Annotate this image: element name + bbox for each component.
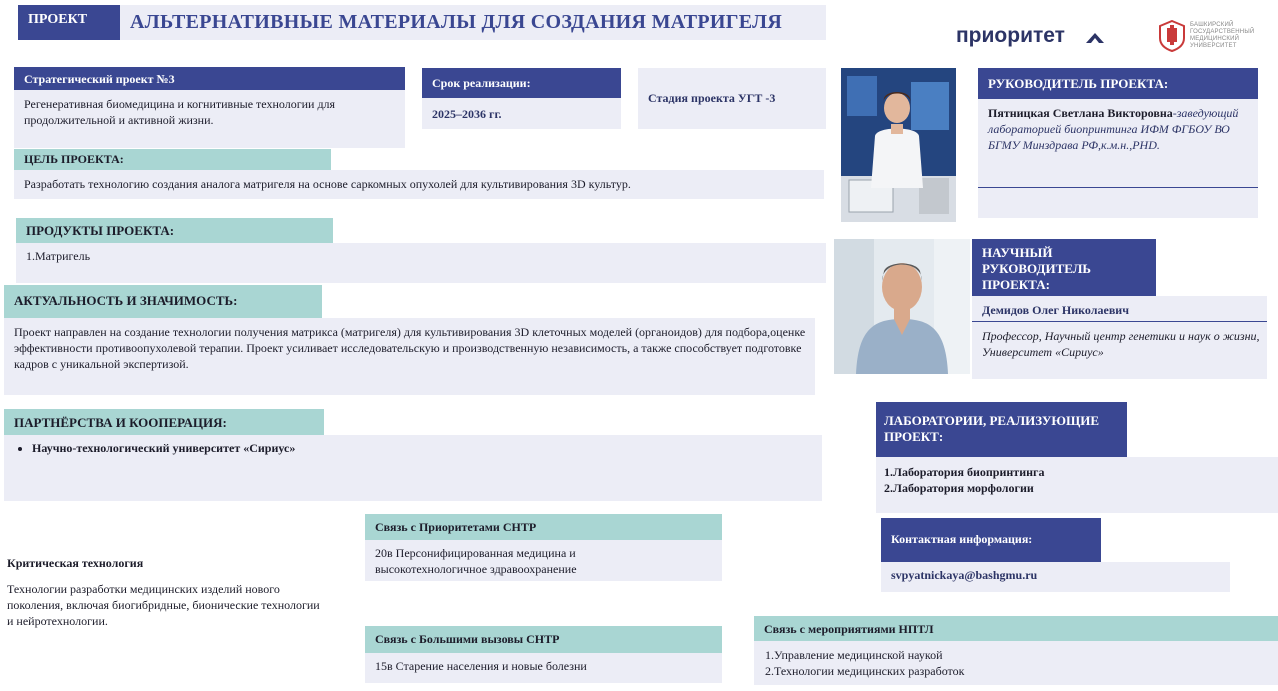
term-value: 2025–2036 гг.	[432, 107, 502, 121]
goal-label: ЦЕЛЬ ПРОЕКТА:	[14, 149, 331, 170]
page-title: АЛЬТЕРНАТИВНЫЕ МАТЕРИАЛЫ ДЛЯ СОЗДАНИЯ МАТРИГЕЛЯ	[130, 11, 783, 33]
relevance-text: Проект направлен на создание технологии получения матрикса (матригеля) для культивирования 3D клеточных моделей (органоидов) для подбора,оценке эффективности противоопухолевой терапии. Проект усиливает исследовательскую и производственную независимость, а также способствует подготовке кадров с уникальной экспертизой.	[14, 325, 806, 371]
events-item: 2.Технологии медицинских разработок	[765, 664, 965, 678]
partnership-list	[14, 441, 804, 456]
events-item: 1.Управление медицинской наукой	[765, 648, 943, 662]
university-emblem-icon	[1158, 20, 1186, 52]
leader-name: Пятницкая Светлана Викторовна	[988, 106, 1173, 120]
products-card	[16, 243, 826, 283]
challenges-text: 15в Старение населения и новые болезни	[375, 659, 587, 673]
partnership-item: • Научно-технологический университет «Сириус»	[32, 441, 804, 456]
goal-text: Разработать технологию создания аналога матригеля на основе саркомных опухолей для культивирования 3D культур.	[24, 177, 631, 191]
leader-role: -заведующий лабораторией биопринтинга ИФМ ФГБОУ ВО БГМУ Минздрава РФ,к.м.н.,PHD.	[988, 106, 1239, 152]
priorities-text: 20в Персонифицированная медицина и высокотехнологичное здравоохранение	[375, 546, 577, 576]
critical-tech-text: Технологии разработки медицинских изделий нового поколения, включая биогибридные, бионические технологии и нейротехнологии.	[7, 582, 320, 628]
supervisor-photo	[834, 239, 970, 374]
challenges-label: Связь с Большими вызовы СНТР	[365, 626, 722, 653]
supervisor-role: Профессор, Научный центр генетики и наук о жизни, Университет «Сириус»	[982, 329, 1260, 359]
university-logo	[1158, 20, 1268, 54]
labs-item: 1.Лаборатория биопринтинга	[884, 465, 1045, 479]
leader-label: РУКОВОДИТЕЛЬ ПРОЕКТА:	[978, 68, 1258, 99]
stage-value: Стадия проекта УГТ -3	[648, 91, 776, 105]
partnership-label: ПАРТНЁРСТВА И КООПЕРАЦИЯ:	[4, 409, 324, 435]
university-logo-line: МЕДИЦИНСКИЙ	[1190, 36, 1240, 42]
project-tag: ПРОЕКТ	[18, 5, 120, 40]
university-logo-line: БАШКИРСКИЙ	[1190, 22, 1234, 28]
supervisor-label: НАУЧНЫЙ РУКОВОДИТЕЛЬ ПРОЕКТА:	[972, 239, 1156, 296]
priorities-label: Связь с Приоритетами СНТР	[365, 514, 722, 540]
supervisor-name: Демидов Олег Николаевич	[982, 303, 1129, 317]
priority-logo	[956, 24, 1106, 50]
strategic-label: Стратегический проект №3	[14, 67, 405, 90]
priority-arrow-icon	[1084, 29, 1106, 45]
university-logo-line: УНИВЕРСИТЕТ	[1190, 43, 1237, 49]
events-label: Связь с мероприятиями НПТЛ	[754, 616, 1278, 641]
leader-divider	[978, 187, 1258, 188]
events-list	[765, 647, 964, 679]
products-text: 1.Матригель	[26, 249, 91, 263]
critical-tech-label: Критическая технология	[7, 556, 144, 570]
supervisor-photo-image	[834, 239, 970, 374]
labs-label: ЛАБОРАТОРИИ, РЕАЛИЗУЮЩИЕ ПРОЕКТ:	[876, 402, 1127, 457]
priority-logo-text: приоритет	[956, 24, 1065, 47]
labs-list	[884, 464, 1044, 496]
labs-item: 2.Лаборатория морфологии	[884, 481, 1034, 495]
strategic-text: Регенеративная биомедицина и когнитивные технологии для продолжительной и активной жизни.	[24, 97, 336, 127]
products-label: ПРОДУКТЫ ПРОЕКТА:	[16, 218, 333, 243]
term-label: Срок реализации:	[422, 68, 621, 98]
leader-photo-image	[841, 68, 956, 222]
contact-email[interactable]: svpyatnickaya@bashgmu.ru	[891, 568, 1038, 582]
leader-photo	[841, 68, 956, 222]
contact-label: Контактная информация:	[881, 518, 1101, 562]
leader-info	[988, 105, 1246, 153]
university-logo-line: ГОСУДАРСТВЕННЫЙ	[1190, 29, 1255, 35]
supervisor-divider	[972, 321, 1267, 322]
relevance-label: АКТУАЛЬНОСТЬ И ЗНАЧИМОСТЬ:	[4, 285, 322, 318]
